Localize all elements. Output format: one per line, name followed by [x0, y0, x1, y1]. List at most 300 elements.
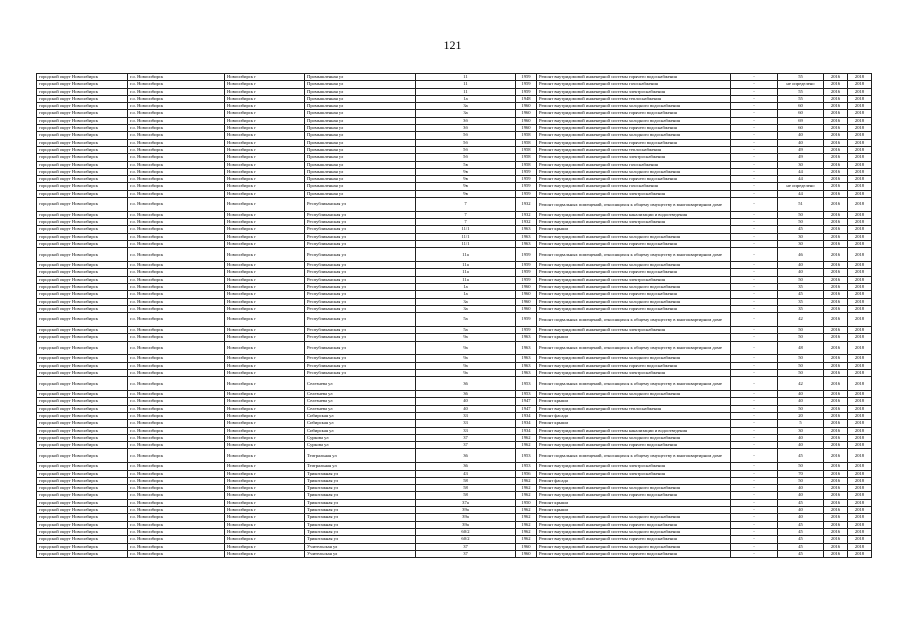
start-year-cell: 2016: [824, 550, 848, 557]
street-cell: Республиканская ул: [305, 355, 416, 362]
repair-work-cell: Ремонт внутридомовой инженерной системы горячего водоснабжения: [537, 110, 731, 117]
street-cell: Селезнева ул: [305, 398, 416, 405]
value-cell: 35: [778, 305, 824, 312]
value-cell: 45: [778, 521, 824, 528]
house-number-cell: 11: [416, 88, 516, 95]
repair-work-cell: Ремонт внутридомовой инженерной системы теплоснабжения: [537, 146, 731, 153]
start-year-cell: 2016: [824, 183, 848, 190]
house-number-cell: 11: [416, 74, 516, 81]
district-cell: городской округ Новосибирск: [37, 362, 128, 369]
value-cell: 40: [778, 492, 824, 499]
end-year-cell: 2018: [848, 154, 872, 161]
district-cell: городской округ Новосибирск: [37, 377, 128, 391]
build-year-cell: 1963: [516, 233, 537, 240]
end-year-cell: 2018: [848, 463, 872, 470]
start-year-cell: 2016: [824, 241, 848, 248]
district-cell: городской округ Новосибирск: [37, 190, 128, 197]
end-year-cell: 2018: [848, 176, 872, 183]
municipality-cell: г.о. Новосибирск: [128, 284, 225, 291]
end-year-cell: 2018: [848, 81, 872, 88]
build-year-cell: 1962: [516, 442, 537, 449]
start-year-cell: 2016: [824, 226, 848, 233]
value-cell: 40: [778, 139, 824, 146]
dash-cell: -: [731, 81, 778, 88]
table-row: [37, 398, 872, 405]
end-year-cell: 2018: [848, 88, 872, 95]
table-row: [37, 298, 872, 305]
municipality-cell: г.о. Новосибирск: [128, 146, 225, 153]
district-cell: городской округ Новосибирск: [37, 74, 128, 81]
repair-work-cell: Ремонт подвальных помещений, относящихся к общему имуществу в многоквартирном доме: [537, 449, 731, 463]
municipality-cell: г.о. Новосибирск: [128, 305, 225, 312]
build-year-cell: 1953: [516, 449, 537, 463]
street-cell: Трикотажная ул: [305, 492, 416, 499]
table-row: [37, 427, 872, 434]
city-cell: Новосибирск г: [225, 327, 305, 334]
house-number-cell: 37: [416, 543, 516, 550]
house-number-cell: 3а: [416, 305, 516, 312]
table-row: [37, 276, 872, 283]
municipality-cell: г.о. Новосибирск: [128, 103, 225, 110]
repair-work-cell: Ремонт внутридомовой инженерной системы холодного водоснабжения: [537, 117, 731, 124]
dash-cell: -: [731, 74, 778, 81]
house-number-cell: 58: [416, 492, 516, 499]
repair-work-cell: Ремонт внутридомовой инженерной системы горячего водоснабжения: [537, 241, 731, 248]
start-year-cell: 2016: [824, 190, 848, 197]
municipality-cell: г.о. Новосибирск: [128, 442, 225, 449]
build-year-cell: 1963: [516, 341, 537, 355]
repair-work-cell: Ремонт внутридомовой инженерной системы холодного водоснабжения: [537, 103, 731, 110]
dash-cell: -: [731, 190, 778, 197]
district-cell: городской округ Новосибирск: [37, 536, 128, 543]
start-year-cell: 2016: [824, 125, 848, 132]
city-cell: Новосибирск г: [225, 334, 305, 341]
municipality-cell: г.о. Новосибирск: [128, 298, 225, 305]
value-cell: 51: [778, 198, 824, 212]
repair-work-cell: Ремонт фасада: [537, 477, 731, 484]
dash-cell: -: [731, 269, 778, 276]
build-year-cell: 1948: [516, 95, 537, 102]
municipality-cell: г.о. Новосибирск: [128, 507, 225, 514]
street-cell: Промышленная ул: [305, 103, 416, 110]
district-cell: городской округ Новосибирск: [37, 226, 128, 233]
city-cell: Новосибирск г: [225, 391, 305, 398]
city-cell: Новосибирск г: [225, 81, 305, 88]
build-year-cell: 1959: [516, 276, 537, 283]
street-cell: Селезнева ул: [305, 377, 416, 391]
end-year-cell: 2018: [848, 514, 872, 521]
dash-cell: -: [731, 377, 778, 391]
end-year-cell: 2018: [848, 168, 872, 175]
value-cell: 70: [778, 470, 824, 477]
house-number-cell: 5а: [416, 327, 516, 334]
district-cell: городской округ Новосибирск: [37, 420, 128, 427]
table-row: [37, 146, 872, 153]
house-number-cell: 43: [416, 470, 516, 477]
municipality-cell: г.о. Новосибирск: [128, 543, 225, 550]
city-cell: Новосибирск г: [225, 514, 305, 521]
dash-cell: -: [731, 442, 778, 449]
street-cell: Республиканская ул: [305, 211, 416, 218]
repair-work-cell: Ремонт внутридомовой инженерной системы горячего водоснабжения: [537, 176, 731, 183]
value-cell: 40: [778, 269, 824, 276]
start-year-cell: 2016: [824, 176, 848, 183]
table-row: [37, 305, 872, 312]
build-year-cell: 1932: [516, 219, 537, 226]
house-number-cell: 11/1: [416, 233, 516, 240]
repair-work-cell: Ремонт внутридомовой инженерной системы теплоснабжения: [537, 95, 731, 102]
value-cell: 40: [778, 434, 824, 441]
city-cell: Новосибирск г: [225, 103, 305, 110]
municipality-cell: г.о. Новосибирск: [128, 412, 225, 419]
district-cell: городской округ Новосибирск: [37, 355, 128, 362]
end-year-cell: 2018: [848, 183, 872, 190]
repair-work-cell: Ремонт внутридомовой инженерной системы холодного водоснабжения: [537, 528, 731, 535]
street-cell: Трикотажная ул: [305, 528, 416, 535]
street-cell: Трикотажная ул: [305, 521, 416, 528]
street-cell: Промышленная ул: [305, 88, 416, 95]
build-year-cell: 1959: [516, 168, 537, 175]
house-number-cell: 5б: [416, 154, 516, 161]
street-cell: Промышленная ул: [305, 190, 416, 197]
street-cell: Республиканская ул: [305, 327, 416, 334]
table-row: [37, 463, 872, 470]
table-row: [37, 327, 872, 334]
district-cell: городской округ Новосибирск: [37, 327, 128, 334]
street-cell: Трикотажная ул: [305, 514, 416, 521]
house-number-cell: 3а: [416, 103, 516, 110]
municipality-cell: г.о. Новосибирск: [128, 276, 225, 283]
start-year-cell: 2016: [824, 507, 848, 514]
district-cell: городской округ Новосибирск: [37, 543, 128, 550]
dash-cell: -: [731, 499, 778, 506]
start-year-cell: 2016: [824, 528, 848, 535]
dash-cell: -: [731, 248, 778, 262]
start-year-cell: 2016: [824, 146, 848, 153]
end-year-cell: 2018: [848, 369, 872, 376]
district-cell: городской округ Новосибирск: [37, 269, 128, 276]
city-cell: Новосибирск г: [225, 470, 305, 477]
street-cell: Промышленная ул: [305, 74, 416, 81]
end-year-cell: 2018: [848, 470, 872, 477]
table-row: [37, 88, 872, 95]
start-year-cell: 2016: [824, 132, 848, 139]
table-row: [37, 262, 872, 269]
dash-cell: -: [731, 420, 778, 427]
end-year-cell: 2018: [848, 284, 872, 291]
municipality-cell: г.о. Новосибирск: [128, 81, 225, 88]
capital-repair-table: [36, 73, 872, 558]
repair-work-cell: Ремонт внутридомовой инженерной системы горячего водоснабжения: [537, 269, 731, 276]
end-year-cell: 2018: [848, 226, 872, 233]
repair-work-cell: Ремонт внутридомовой инженерной системы канализации и водоотведения: [537, 427, 731, 434]
start-year-cell: 2016: [824, 434, 848, 441]
table-body: [37, 74, 872, 558]
build-year-cell: 1953: [516, 377, 537, 391]
repair-work-cell: Ремонт внутридомовой инженерной системы горячего водоснабжения: [537, 521, 731, 528]
dash-cell: -: [731, 110, 778, 117]
repair-work-cell: Ремонт внутридомовой инженерной системы холодного водоснабжения: [537, 514, 731, 521]
city-cell: Новосибирск г: [225, 550, 305, 557]
city-cell: Новосибирск г: [225, 369, 305, 376]
district-cell: городской округ Новосибирск: [37, 412, 128, 419]
start-year-cell: 2016: [824, 543, 848, 550]
table-row: [37, 284, 872, 291]
house-number-cell: 1а: [416, 95, 516, 102]
city-cell: Новосибирск г: [225, 248, 305, 262]
start-year-cell: 2016: [824, 269, 848, 276]
start-year-cell: 2016: [824, 233, 848, 240]
end-year-cell: 2018: [848, 219, 872, 226]
dash-cell: -: [731, 313, 778, 327]
value-cell: 40: [778, 507, 824, 514]
district-cell: городской округ Новосибирск: [37, 198, 128, 212]
dash-cell: -: [731, 226, 778, 233]
end-year-cell: 2018: [848, 521, 872, 528]
house-number-cell: 11а: [416, 269, 516, 276]
house-number-cell: 5в: [416, 161, 516, 168]
city-cell: Новосибирск г: [225, 146, 305, 153]
table-row: [37, 103, 872, 110]
district-cell: городской округ Новосибирск: [37, 241, 128, 248]
city-cell: Новосибирск г: [225, 269, 305, 276]
street-cell: Промышленная ул: [305, 168, 416, 175]
end-year-cell: 2018: [848, 132, 872, 139]
value-cell: 5: [778, 420, 824, 427]
table-row: [37, 449, 872, 463]
municipality-cell: г.о. Новосибирск: [128, 405, 225, 412]
municipality-cell: г.о. Новосибирск: [128, 334, 225, 341]
street-cell: Учительская ул: [305, 550, 416, 557]
city-cell: Новосибирск г: [225, 176, 305, 183]
district-cell: городской округ Новосибирск: [37, 369, 128, 376]
table-row: [37, 110, 872, 117]
table-row: [37, 362, 872, 369]
build-year-cell: 1963: [516, 226, 537, 233]
start-year-cell: 2016: [824, 377, 848, 391]
value-cell: 40: [778, 514, 824, 521]
table-row: [37, 291, 872, 298]
house-number-cell: 11/1: [416, 226, 516, 233]
street-cell: Селезнева ул: [305, 391, 416, 398]
house-number-cell: 39а: [416, 521, 516, 528]
repair-work-cell: Ремонт подвальных помещений, относящихся к общему имуществу в многоквартирном доме: [537, 198, 731, 212]
start-year-cell: 2016: [824, 536, 848, 543]
end-year-cell: 2018: [848, 110, 872, 117]
dash-cell: -: [731, 146, 778, 153]
build-year-cell: 1947: [516, 405, 537, 412]
repair-work-cell: Ремонт внутридомовой инженерной системы холодного водоснабжения: [537, 284, 731, 291]
street-cell: Трикотажная ул: [305, 485, 416, 492]
dash-cell: -: [731, 507, 778, 514]
dash-cell: -: [731, 463, 778, 470]
table-row: [37, 377, 872, 391]
city-cell: Новосибирск г: [225, 536, 305, 543]
repair-work-cell: Ремонт подвальных помещений, относящихся к общему имуществу в многоквартирном доме: [537, 377, 731, 391]
build-year-cell: 1959: [516, 88, 537, 95]
street-cell: Промышленная ул: [305, 95, 416, 102]
repair-work-cell: Ремонт крыши: [537, 226, 731, 233]
street-cell: Трикотажная ул: [305, 507, 416, 514]
value-cell: 50: [778, 405, 824, 412]
city-cell: Новосибирск г: [225, 139, 305, 146]
street-cell: Сибирская ул: [305, 412, 416, 419]
district-cell: городской округ Новосибирск: [37, 398, 128, 405]
repair-work-cell: Ремонт внутридомовой инженерной системы горячего водоснабжения: [537, 125, 731, 132]
value-cell: 60: [778, 110, 824, 117]
repair-work-cell: Ремонт фасада: [537, 412, 731, 419]
end-year-cell: 2018: [848, 377, 872, 391]
municipality-cell: г.о. Новосибирск: [128, 154, 225, 161]
city-cell: Новосибирск г: [225, 198, 305, 212]
house-number-cell: 1а: [416, 284, 516, 291]
district-cell: городской округ Новосибирск: [37, 176, 128, 183]
municipality-cell: г.о. Новосибирск: [128, 161, 225, 168]
start-year-cell: 2016: [824, 412, 848, 419]
district-cell: городской округ Новосибирск: [37, 276, 128, 283]
repair-work-cell: Ремонт внутридомовой инженерной системы газоснабжения: [537, 161, 731, 168]
table-row: [37, 514, 872, 521]
build-year-cell: 1958: [516, 146, 537, 153]
street-cell: Трикотажная ул: [305, 536, 416, 543]
house-number-cell: 7: [416, 219, 516, 226]
value-cell: 46: [778, 248, 824, 262]
value-cell: 30: [778, 427, 824, 434]
table-row: [37, 391, 872, 398]
house-number-cell: 3б: [416, 117, 516, 124]
build-year-cell: 1962: [516, 507, 537, 514]
district-cell: городской округ Новосибирск: [37, 262, 128, 269]
repair-work-cell: Ремонт внутридомовой инженерной системы горячего водоснабжения: [537, 139, 731, 146]
municipality-cell: г.о. Новосибирск: [128, 233, 225, 240]
dash-cell: -: [731, 398, 778, 405]
value-cell: 40: [778, 442, 824, 449]
value-cell: 69: [778, 117, 824, 124]
table-row: [37, 176, 872, 183]
city-cell: Новосибирск г: [225, 125, 305, 132]
start-year-cell: 2016: [824, 276, 848, 283]
build-year-cell: 1962: [516, 477, 537, 484]
district-cell: городской округ Новосибирск: [37, 521, 128, 528]
value-cell: 55: [778, 88, 824, 95]
value-cell: 60: [778, 103, 824, 110]
repair-work-cell: Ремонт внутридомовой инженерной системы горячего водоснабжения: [537, 492, 731, 499]
build-year-cell: 1962: [516, 492, 537, 499]
start-year-cell: 2016: [824, 521, 848, 528]
build-year-cell: 1960: [516, 543, 537, 550]
street-cell: Промышленная ул: [305, 125, 416, 132]
municipality-cell: г.о. Новосибирск: [128, 176, 225, 183]
start-year-cell: 2016: [824, 262, 848, 269]
repair-work-cell: Ремонт внутридомовой инженерной системы горячего водоснабжения: [537, 550, 731, 557]
street-cell: Республиканская ул: [305, 284, 416, 291]
city-cell: Новосибирск г: [225, 284, 305, 291]
dash-cell: -: [731, 362, 778, 369]
city-cell: Новосибирск г: [225, 161, 305, 168]
city-cell: Новосибирск г: [225, 420, 305, 427]
repair-work-cell: Ремонт внутридомовой инженерной системы холодного водоснабжения: [537, 543, 731, 550]
house-number-cell: 58: [416, 477, 516, 484]
district-cell: городской округ Новосибирск: [37, 81, 128, 88]
table-row: [37, 355, 872, 362]
city-cell: Новосибирск г: [225, 117, 305, 124]
build-year-cell: 1960: [516, 284, 537, 291]
start-year-cell: 2016: [824, 168, 848, 175]
house-number-cell: 36: [416, 377, 516, 391]
end-year-cell: 2018: [848, 298, 872, 305]
street-cell: Трикотажная ул: [305, 477, 416, 484]
end-year-cell: 2018: [848, 434, 872, 441]
street-cell: Республиканская ул: [305, 334, 416, 341]
repair-work-cell: Ремонт внутридомовой инженерной системы горячего водоснабжения: [537, 536, 731, 543]
start-year-cell: 2016: [824, 298, 848, 305]
district-cell: городской округ Новосибирск: [37, 485, 128, 492]
municipality-cell: г.о. Новосибирск: [128, 398, 225, 405]
city-cell: Новосибирск г: [225, 241, 305, 248]
district-cell: городской округ Новосибирск: [37, 298, 128, 305]
end-year-cell: 2018: [848, 248, 872, 262]
value-cell: 35: [778, 284, 824, 291]
table-row: [37, 74, 872, 81]
street-cell: Театральная ул: [305, 463, 416, 470]
dash-cell: -: [731, 536, 778, 543]
repair-work-cell: Ремонт внутридомовой инженерной системы горячего водоснабжения: [537, 291, 731, 298]
repair-work-cell: Ремонт внутридомовой инженерной системы электроснабжения: [537, 470, 731, 477]
build-year-cell: 1947: [516, 398, 537, 405]
city-cell: Новосибирск г: [225, 168, 305, 175]
repair-work-cell: Ремонт внутридомовой инженерной системы газоснабжения: [537, 81, 731, 88]
district-cell: городской округ Новосибирск: [37, 305, 128, 312]
city-cell: Новосибирск г: [225, 449, 305, 463]
build-year-cell: 1963: [516, 362, 537, 369]
municipality-cell: г.о. Новосибирск: [128, 110, 225, 117]
dash-cell: -: [731, 233, 778, 240]
end-year-cell: 2018: [848, 362, 872, 369]
repair-work-cell: Ремонт внутридомовой инженерной системы газоснабжения: [537, 183, 731, 190]
table-row: [37, 190, 872, 197]
start-year-cell: 2016: [824, 95, 848, 102]
repair-work-cell: Ремонт внутридомовой инженерной системы горячего водоснабжения: [537, 74, 731, 81]
municipality-cell: г.о. Новосибирск: [128, 499, 225, 506]
end-year-cell: 2018: [848, 161, 872, 168]
table-row: [37, 139, 872, 146]
dash-cell: -: [731, 492, 778, 499]
repair-work-cell: Ремонт внутридомовой инженерной системы канализации и водоотведения: [537, 211, 731, 218]
dash-cell: -: [731, 477, 778, 484]
table-row: [37, 183, 872, 190]
end-year-cell: 2018: [848, 391, 872, 398]
end-year-cell: 2018: [848, 313, 872, 327]
end-year-cell: 2018: [848, 507, 872, 514]
municipality-cell: г.о. Новосибирск: [128, 485, 225, 492]
table-row: [37, 313, 872, 327]
start-year-cell: 2016: [824, 88, 848, 95]
table-row: [37, 499, 872, 506]
end-year-cell: 2018: [848, 327, 872, 334]
end-year-cell: 2018: [848, 117, 872, 124]
house-number-cell: 11а: [416, 262, 516, 269]
district-cell: городской округ Новосибирск: [37, 117, 128, 124]
build-year-cell: 1934: [516, 427, 537, 434]
house-number-cell: 36: [416, 449, 516, 463]
table-row: [37, 420, 872, 427]
house-number-cell: 37: [416, 550, 516, 557]
repair-work-cell: Ремонт внутридомовой инженерной системы холодного водоснабжения: [537, 391, 731, 398]
repair-work-cell: Ремонт внутридомовой инженерной системы электроснабжения: [537, 327, 731, 334]
dash-cell: -: [731, 405, 778, 412]
value-cell: 45: [778, 449, 824, 463]
district-cell: городской округ Новосибирск: [37, 463, 128, 470]
